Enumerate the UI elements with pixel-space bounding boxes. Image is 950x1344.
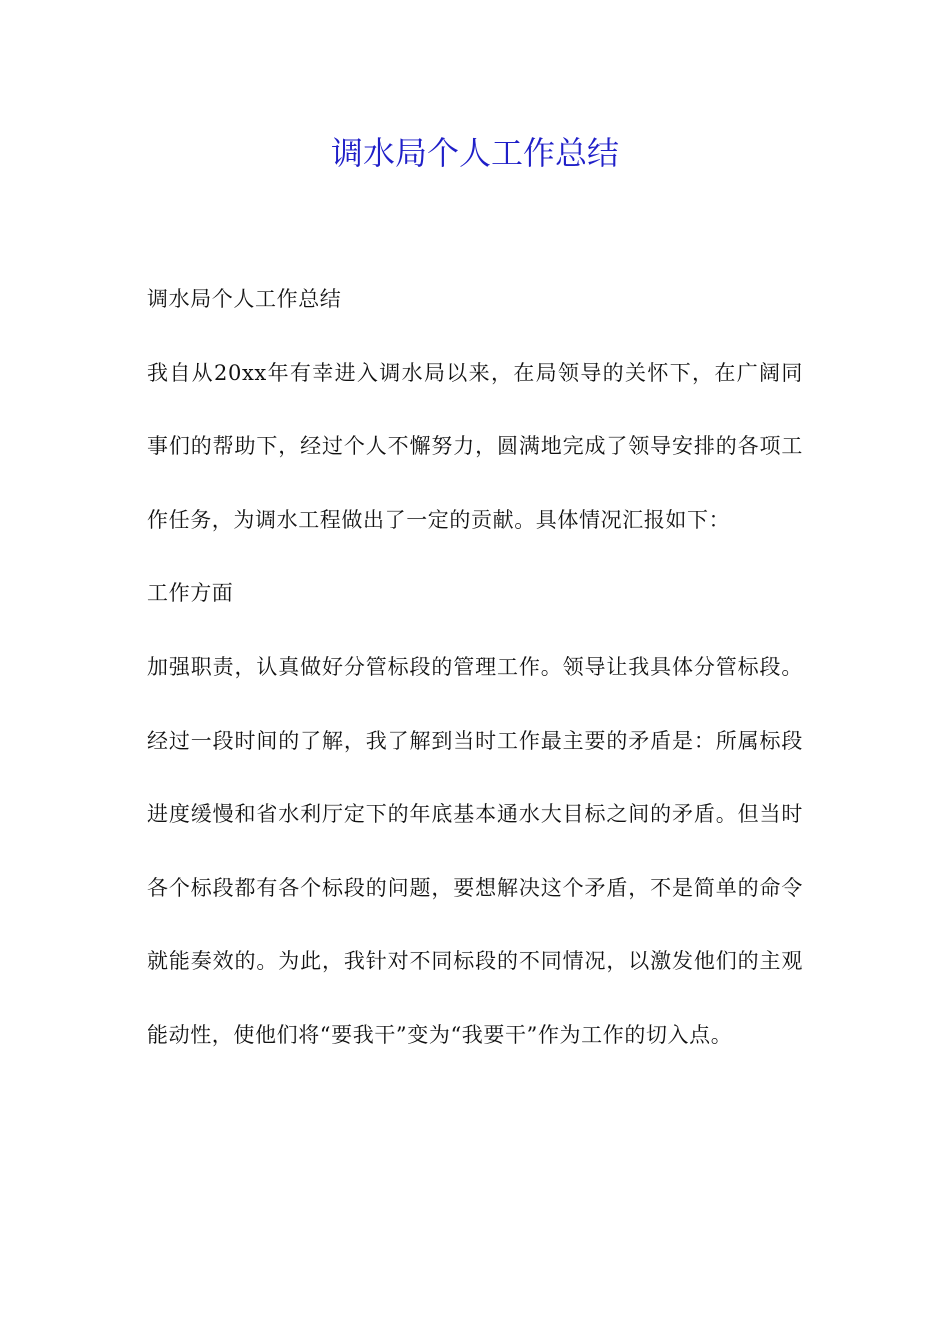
- paragraph-section-heading: 工作方面: [147, 581, 234, 606]
- paragraph-intro: 我自从20xx年有幸进入调水局以来，在局领导的关怀下，在广阔同事们的帮助下，经过个人不懈努力，圆满地完成了领导安排的各项工作任务，为调水工程做出了一定的贡献。具体情况汇报如下：: [147, 360, 803, 532]
- document-title: 调水局个人工作总结: [330, 134, 619, 172]
- document-body: [147, 263, 803, 1073]
- paragraph-work-details: 加强职责，认真做好分管标段的管理工作。领导让我具体分管标段。经过一段时间的了解，我了解到当时工作最主要的矛盾是：所属标段进度缓慢和省水利厅定下的年底基本通水大目标之间的矛盾。但当时各个标段都有各个标段的问题，要想解决这个矛盾，不是简单的命令就能奏效的。为此，我针对不同标段的不同情况，以激发他们的主观能动性，使他们将“要我干”变为“我要干”作为工作的切入点。: [147, 654, 803, 1047]
- paragraph-heading: 调水局个人工作总结: [147, 287, 342, 311]
